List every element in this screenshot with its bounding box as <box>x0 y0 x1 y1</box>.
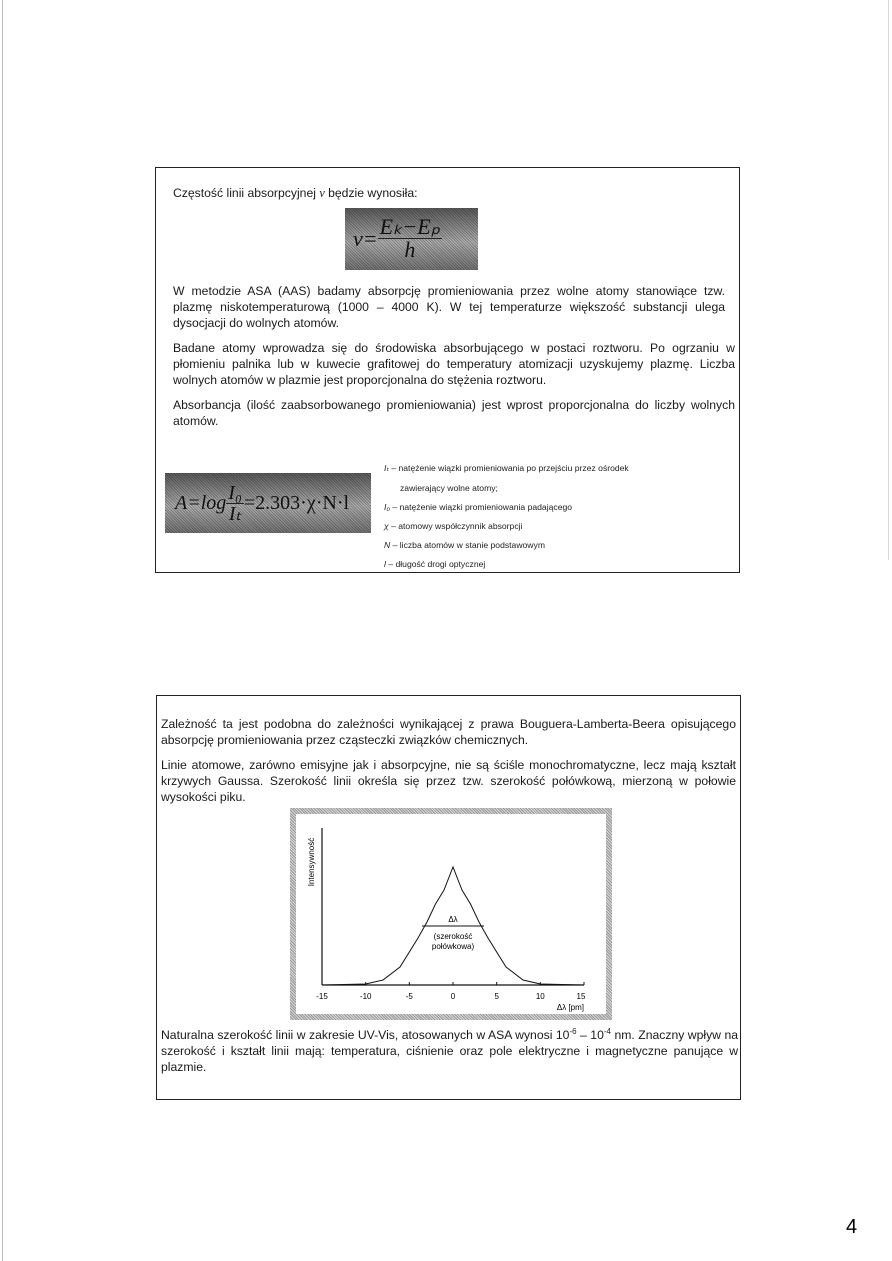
formula1-fraction <box>378 216 443 261</box>
legend-symbol: I₀ <box>384 502 391 512</box>
exponent-1: -6 <box>569 1027 577 1036</box>
slide-line-width <box>156 695 741 1100</box>
legend-item <box>400 483 498 493</box>
legend-symbol: N <box>384 540 391 550</box>
legend-symbol: l <box>384 559 386 569</box>
chart-svg <box>296 814 606 1014</box>
delta-lambda-label: Δλ <box>448 915 458 924</box>
formula2-lhs: A=log <box>175 492 227 514</box>
svg-text:15: 15 <box>576 992 586 1001</box>
scan-edge-right <box>888 0 889 560</box>
paragraph-natural-width <box>161 1024 738 1075</box>
svg-text:10: 10 <box>535 992 545 1001</box>
legend-text: – liczba atomów w stanie podstawowym <box>390 540 545 550</box>
formula2-denominator: Iₜ <box>228 503 242 525</box>
legend-symbol: Iₜ <box>384 463 389 473</box>
legend-symbol: χ <box>384 521 389 531</box>
exponent-2: -4 <box>603 1027 611 1036</box>
x-axis-label: Δλ [pm] <box>556 1003 584 1012</box>
intro-line <box>173 185 418 201</box>
svg-text:-10: -10 <box>359 992 372 1001</box>
svg-text:0: 0 <box>450 992 456 1001</box>
formula-frequency <box>345 208 478 270</box>
formula1-numerator: Eₖ−Eₚ <box>379 214 441 239</box>
formula1-denominator: h <box>404 237 416 262</box>
formula2-numerator: I₀ <box>228 482 242 504</box>
legend-item <box>384 463 629 473</box>
scan-edge-left <box>2 0 3 1261</box>
svg-text:-15: -15 <box>316 992 328 1001</box>
fwhm-label-1: (szerokość <box>433 932 473 941</box>
intro-text-end: będzie wynosiła: <box>324 186 418 200</box>
gaussian-chart <box>290 808 612 1020</box>
nu-symbol: ν <box>319 186 325 200</box>
paragraph-absorbance: Absorbancja (ilość zaabsorbowanego promieniowania) jest wprost proporcjonalna do liczby wolnych atomów. <box>173 398 735 428</box>
paragraph-asa-method: W metodzie ASA (AAS) badamy absorpcję promieniowania przez wolne atomy stanowiące tzw. plazmę niskotemperaturową (1000 – 4000 K). W tej temperaturze większość substancji ulega dysocjacji do wolnych atomów. <box>173 284 725 330</box>
legend-text: zawierający wolne atomy; <box>400 483 498 493</box>
paragraph-beer-law: Zależność ta jest podobna do zależności wynikającej z prawa Bouguera-Lamberta-Beera opisującego absorpcję promieniowania przez cząsteczki związków chemicznych. <box>161 717 736 747</box>
natural-width-text: Naturalna szerokość linii w zakresie UV-Vis, atosowanych w ASA wynosi 10 <box>161 1028 570 1043</box>
formula2-fraction <box>226 483 244 524</box>
formula-absorbance <box>165 473 371 533</box>
legend-item <box>384 540 545 550</box>
legend-text: – długość drogi optycznej <box>385 559 486 569</box>
fwhm-label-2: połówkowa) <box>431 942 475 951</box>
slide-frequency-absorbance <box>155 167 740 573</box>
page-number: 4 <box>846 1216 858 1238</box>
natural-width-text-end: nm. Znaczny wpływ na szerokość i kształt linii mają: temperatura, ciśnienie oraz pole elektryczne i magnetyczne panujące w plazmie. <box>161 1028 739 1075</box>
legend-item <box>384 521 522 531</box>
natural-width-range: – 10 <box>576 1028 604 1043</box>
chart-plot-area <box>296 814 606 1014</box>
y-axis-label: Intensywność <box>307 837 316 887</box>
legend-text: – atomowy współczynnik absorpcji <box>388 521 523 531</box>
formula2-rhs: =2.303·χ·N·l <box>243 492 350 514</box>
svg-text:5: 5 <box>494 992 499 1001</box>
intro-text: Częstość linii absorpcyjnej <box>173 186 320 200</box>
svg-text:-5: -5 <box>405 992 413 1001</box>
paragraph-sample-introduction: Badane atomy wprowadza się do środowiska absorbującego w postaci roztworu. Po ogrzaniu w płomieniu palnika lub w kuwecie grafitowej do temperatury atomizacji uzyskujemy plazmę. Liczba wolnych atomów w plazmie jest proporcjonalna do stężenia roztworu. <box>173 341 735 387</box>
x-tick-labels <box>316 992 586 1001</box>
legend-item <box>384 559 485 569</box>
paragraph-gaussian-lines: Linie atomowe, zarówno emisyjne jak i absorpcyjne, nie są ściśle monochromatyczne, lecz mają kształt krzywych Gaussa. Szerokość linii określa się przez tzw. szerokość połówkową, mierzoną w połowie wysokości piku. <box>161 758 736 804</box>
legend-text: – natężenie wiązki promieniowania po przejściu przez ośrodek <box>388 463 629 473</box>
formula1-lhs: ν= <box>353 225 378 251</box>
legend-item <box>384 502 572 512</box>
legend-text: – natężenie wiązki promieniowania padającego <box>390 502 573 512</box>
